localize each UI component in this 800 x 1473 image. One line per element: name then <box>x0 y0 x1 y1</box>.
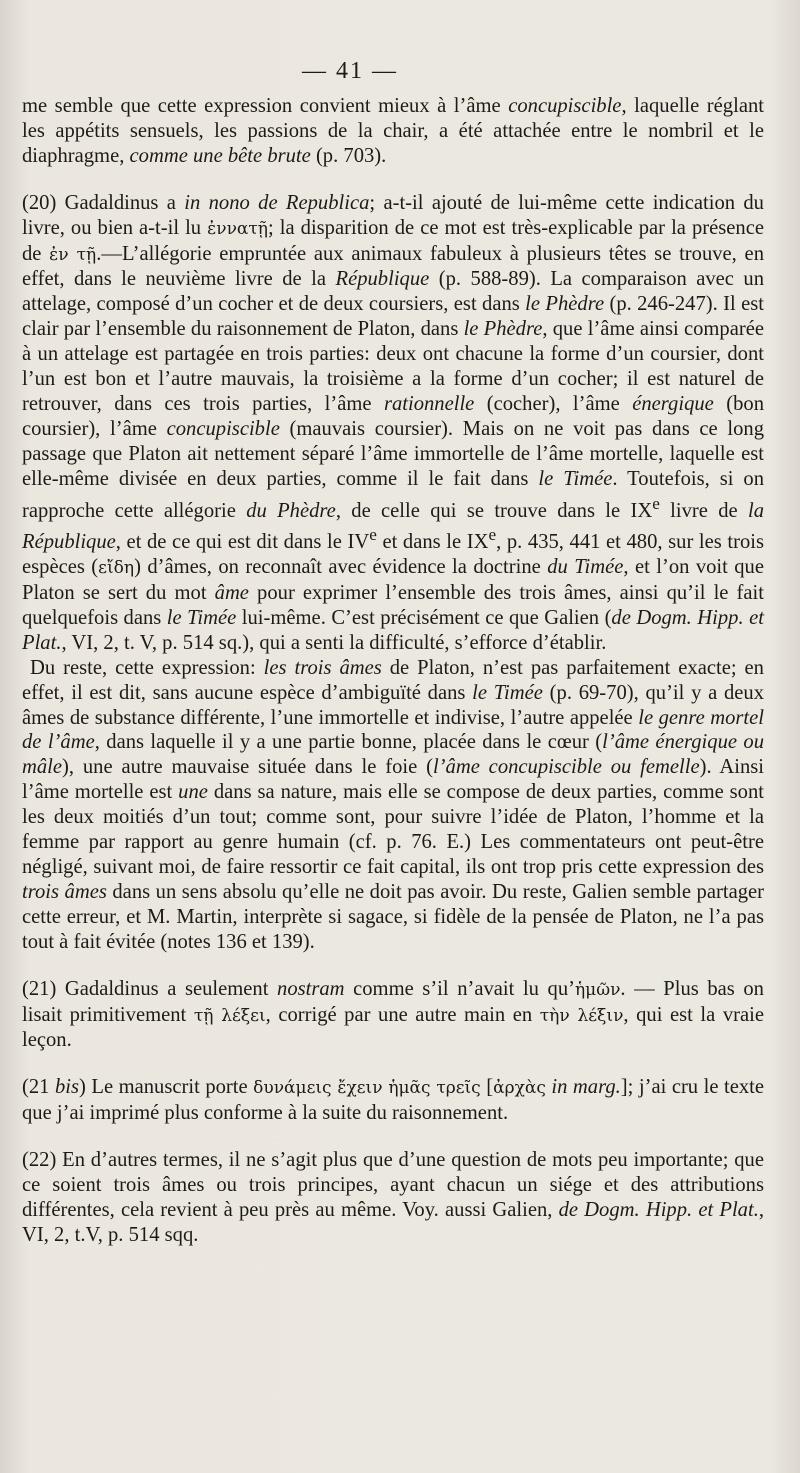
note-20: (20) Gadaldinus a in nono de Republica; a-t-il ajouté de lui-même cette indication du livre, ou bien a-t-il lu ἐννατῇ; la disparition de ce mot est très-explicable par la présence de ἐν τῇ.—L’allégorie empruntée aux animaux fabuleux à plusieurs têtes se trouve, en effet, dans le neuvième livre de la République (p. 588-89). La comparaison avec un attelage, composé d’un cocher et de deux coursiers, est dans le Phèdre (p. 246-247). Il est clair par l’ensemble du raisonnement de Platon, dans le Phèdre, que l’âme ainsi comparée à un attelage est partagée en trois parties: deux ont chacune la forme d’un coursier, dont l’un est bon et l’autre mauvais, la troisième a la forme d’un cocher; il est naturel de retrouver, dans ces trois parties, l’âme rationnelle (cocher), l’âme énergique (bon coursier), l’âme concupiscible (mauvais coursier). Mais on ne voit pas dans ce long passage que Platon ait nettement séparé l’âme immortelle de l’âme mortelle, laquelle est elle-même divisée en deux parties, comme il le fait dans le Timée. Toutefois, si on rapproche cette allégorie du Phèdre, de celle qui se trouve dans le IXe livre de la République, et de ce qui est dit dans le IVe et dans le IXe, p. 435, 441 et 480, sur les trois espèces (εἴδη) d’âmes, on reconnaît avec évidence la doctrine du Timée, et l’on voit que Platon se sert du mot âme pour exprimer l’ensemble des trois âmes, ainsi qu’il le fait quelquefois dans le Timée lui-même. C’est précisément ce que Galien (de Dogm. Hipp. et Plat., VI, 2, t. V, p. 514 sq.), qui a senti la difficulté, s’efforce d’établir. <box>22 191 765 654</box>
page-body <box>22 94 764 1248</box>
page-number: — 41 — <box>302 58 398 84</box>
paragraph-continuation: me semble que cette expression convient mieux à l’âme concupiscible, laquelle réglant les appétits sensuels, les passions de la chair, a été attachée entre le nombril et le diaphragme, comme une bête brute (p. 703). <box>22 95 764 167</box>
note-20-continued: Du reste, cette expression: les trois âmes de Platon, n’est pas parfaitement exacte; en effet, il est dit, sans aucune espèce d’ambiguïté dans le Timée (p. 69-70), qu’il y a deux âmes de substance différente, l’une immortelle et indivise, l’autre appelée le genre mortel de l’âme, dans laquelle il y a une partie bonne, placée dans le cœur (l’âme énergique ou mâle), une autre mauvaise située dans le foie (l’âme concupiscible ou femelle). Ainsi l’âme mortelle est une dans sa nature, mais elle se compose de deux parties, comme sont les deux moitiés d’un tout; comme sont, pour suivre l’idée de Platon, l’homme et la femme par rapport au genre humain (cf. p. 76. E.) Les commentateurs ont peut-être négligé, suivant moi, de faire ressortir ce fait capital, ils ont trop pris cette expression des trois âmes dans un sens absolu qu’elle ne doit pas avoir. Du reste, Galien semble partager cette erreur, et M. Martin, interprète si sagace, si fidèle de la pensée de Platon, ne l’a pas tout à fait évitée (notes 136 et 139). <box>22 656 765 953</box>
note-21-bis: (21 bis) Le manuscrit porte δυνάμεις ἔχειν ἡμᾶς τρεῖς [ἀρχὰς in marg.]; j’ai cru le texte que j’ai imprimé plus conforme à la suite du raisonnement. <box>22 1076 765 1125</box>
note-21: (21) Gadaldinus a seulement nostram comme s’il n’avait lu qu’ἡμῶν. — Plus bas on lisait primitivement τῇ λέξει, corrigé par une autre main en τὴν λέξιν, qui est la vraie leçon. <box>22 977 764 1052</box>
note-22: (22) En d’autres termes, il ne s’agit plus que d’une question de mots peu importante; que ce soient trois âmes ou trois principes, ayant chacun un siége et des attributions différentes, cela revient à peu près au même. Voy. aussi Galien, de Dogm. Hipp. et Plat., VI, 2, t.V, p. 514 sqq. <box>22 1149 765 1246</box>
